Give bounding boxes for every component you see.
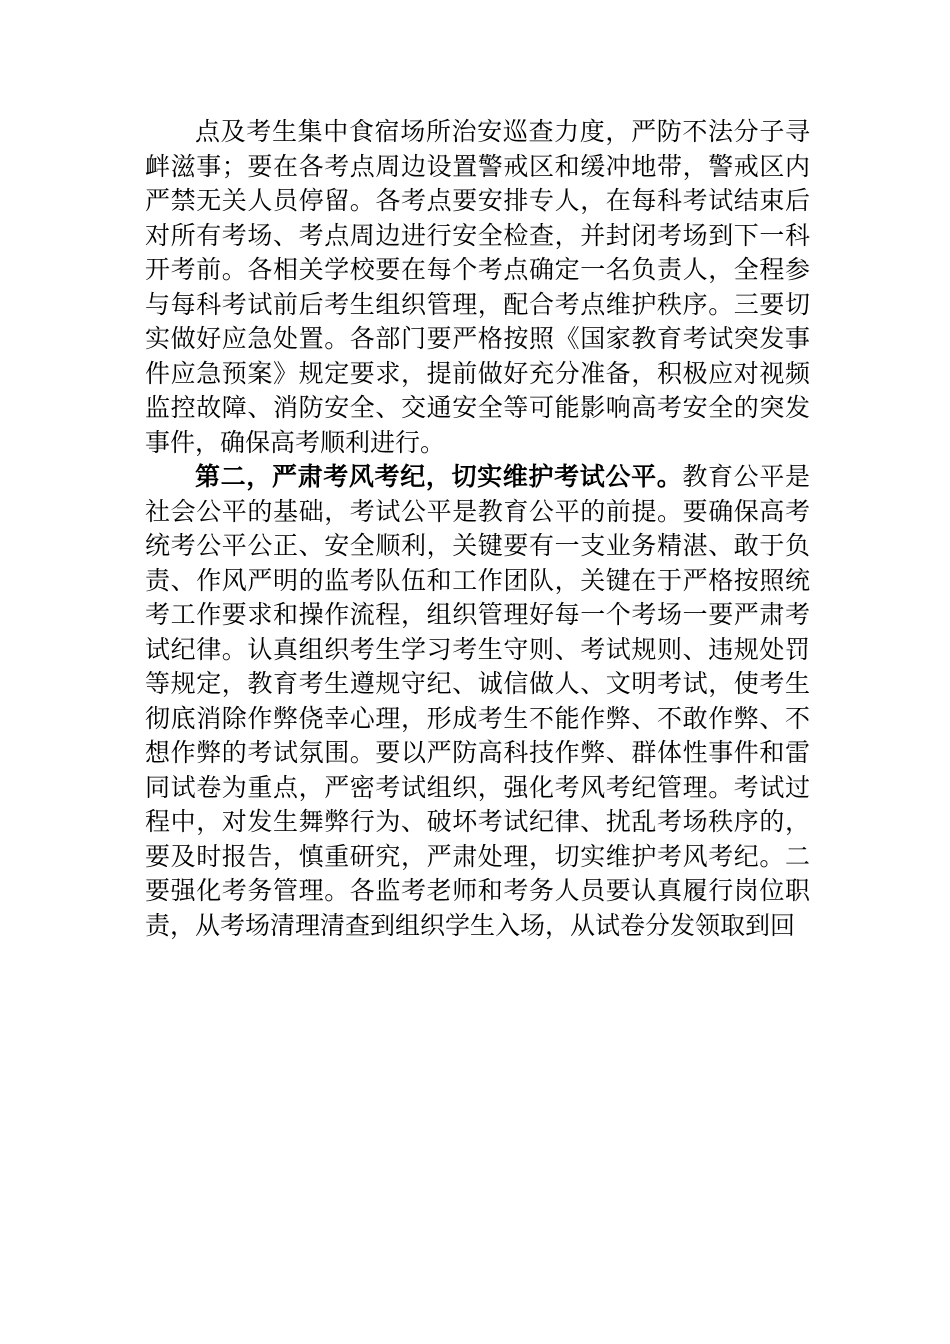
paragraph-2-text: 教育公平是社会公平的基础，考试公平是教育公平的前提。要确保高考统考公平公正、安全顺利，关键要有一支业务精湛、敢于负责、作风严明的监考队伍和工作团队，关键在于严格按照统考工作要求和操作流程，组织管理好每一个考场一要严肃考试纪律。认真组织考生学习考生守则、考试规则、违规处罚等规定，教育考生遵规守纪、诚信做人、文明考试，使考生彻底消除作弊侥幸心理，形成考生不能作弊、不敢作弊、不想作弊的考试氛围。要以严防高科技作弊、群体性事件和雷同试卷为重点，严密考试组织，强化考风考纪管理。考试过程中，对发生舞弊行为、破坏考试纪律、扰乱考场秩序的，要及时报告，慎重研究，严肃处理，切实维护考风考纪。二要强化考务管理。各监考老师和考务人员要认真履行岗位职责，从考场清理清查到组织学生入场，从试卷分发领取到回 <box>145 462 810 940</box>
paragraph-1-text: 点及考生集中食宿场所治安巡查力度，严防不法分子寻衅滋事；要在各考点周边设置警戒区和缓冲地带，警戒区内严禁无关人员停留。各考点要安排专人，在每科考试结束后对所有考场、考点周边进行安全检查，并封闭考场到下一科开考前。各相关学校要在每个考点确定一名负责人，全程参与每科考试前后考生组织管理，配合考点维护秩序。三要切实做好应急处置。各部门要严格按照《国家教育考试突发事件应急预案》规定要求，提前做好充分准备，积极应对视频监控故障、消防安全、交通安全等可能影响高考安全的突发事件，确保高考顺利进行。 <box>145 117 810 457</box>
paragraph-1 <box>145 115 810 460</box>
paragraph-2 <box>145 460 810 943</box>
paragraph-2-heading: 第二，严肃考风考纪，切实维护考试公平。 <box>195 462 683 491</box>
document-body <box>145 115 810 943</box>
